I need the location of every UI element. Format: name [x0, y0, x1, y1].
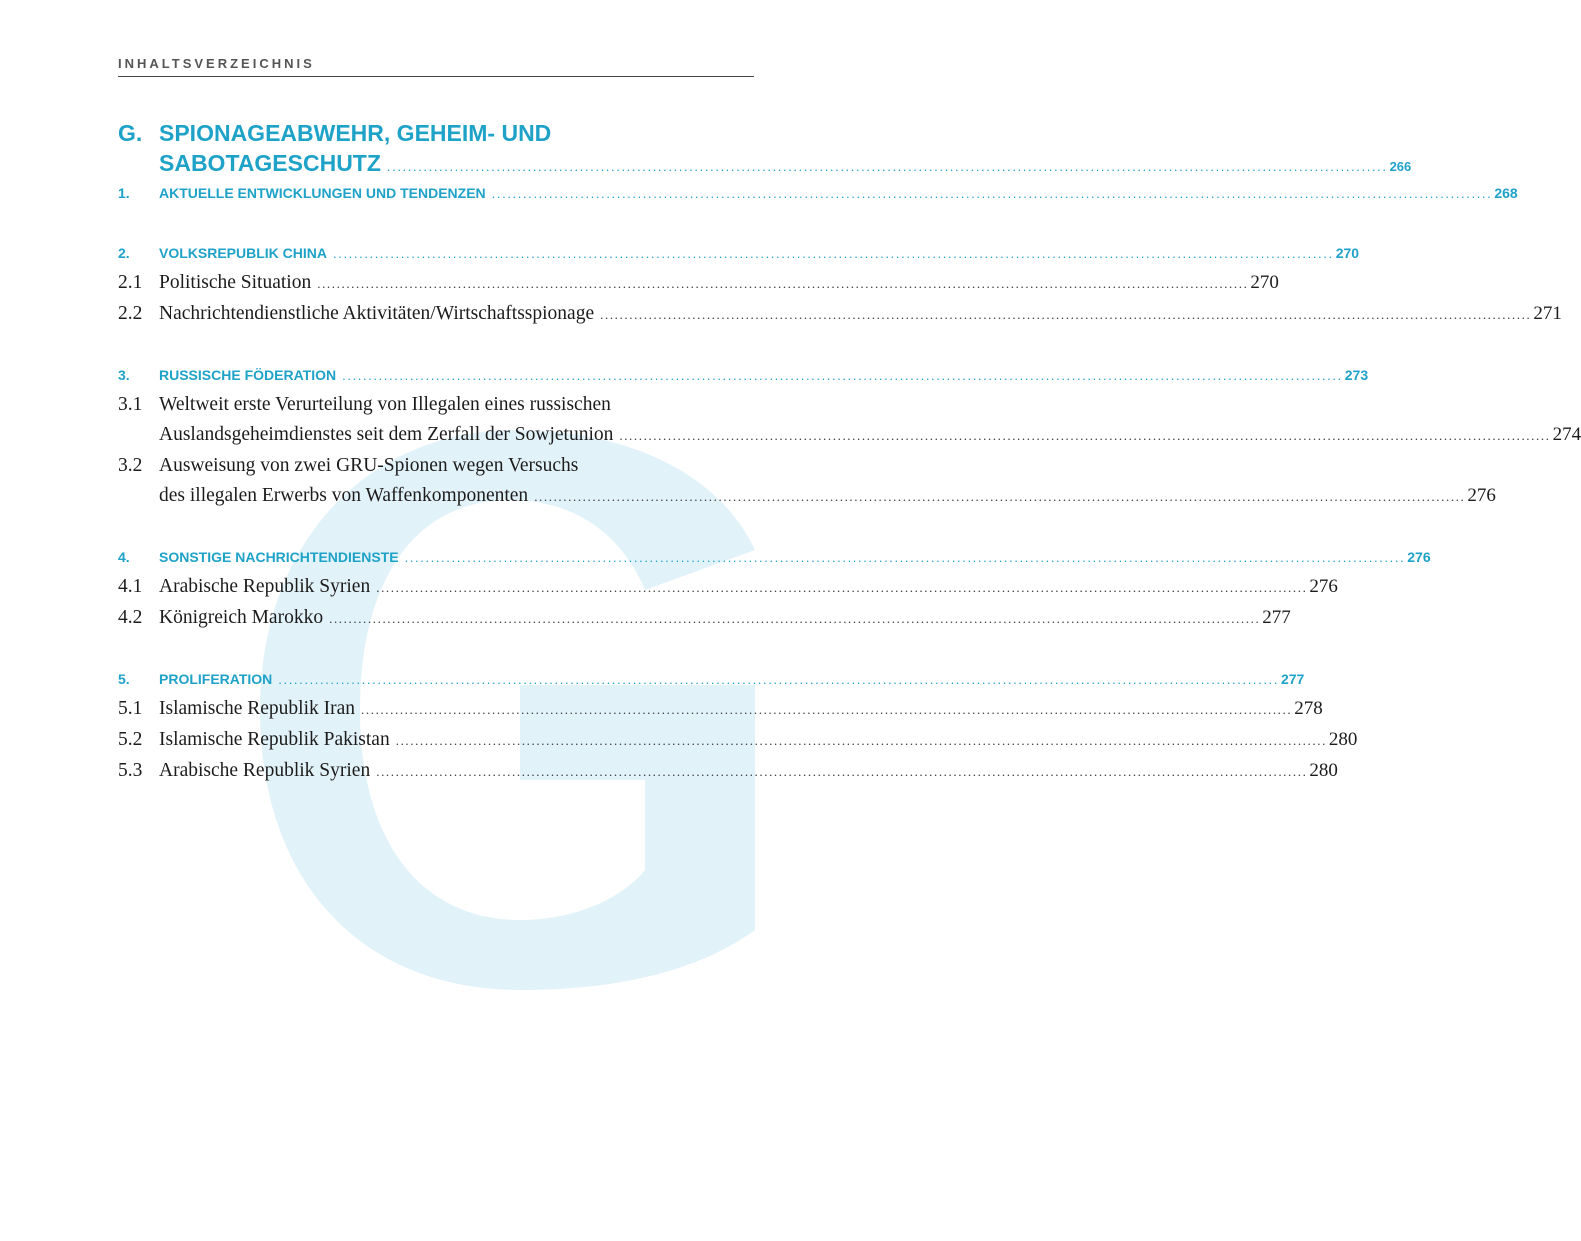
subsection-number: 4.1: [118, 576, 143, 597]
toc-subsection[interactable]: [118, 603, 1291, 634]
subsection-title: Arabische Republik Syrien: [159, 576, 371, 597]
header-rule: [118, 76, 754, 77]
subsection-page: 280: [1328, 729, 1358, 750]
subsection-title: des illegalen Erwerbs von Waffenkomponenten: [159, 485, 529, 506]
toc-subsection[interactable]: [118, 268, 1279, 299]
subsection-title: Königreich Marokko: [159, 607, 324, 628]
toc-section[interactable]: [118, 360, 1369, 390]
leader-dots: [405, 550, 1406, 565]
toc-subsection[interactable]: [118, 299, 1562, 330]
subsection-title: Arabische Republik Syrien: [159, 760, 371, 781]
toc-section[interactable]: [118, 542, 1431, 572]
leader-dots: [342, 368, 1343, 383]
section-page: 273: [1344, 367, 1369, 383]
toc-subsection[interactable]: [118, 451, 1496, 512]
section-number: 2.: [118, 245, 130, 261]
chapter-number: G.: [118, 120, 143, 146]
subsection-title-line1: Weltweit erste Verurteilung von Illegalen eines russischen: [159, 394, 611, 415]
leader-dots: [492, 186, 1493, 201]
subsection-page: 276: [1309, 576, 1338, 597]
subsection-number: 3.2: [118, 455, 143, 476]
subsection-title: Politische Situation: [159, 272, 312, 293]
toc-subsection[interactable]: [118, 756, 1338, 787]
section-page: 277: [1280, 671, 1305, 687]
leader-dots: [396, 726, 1327, 756]
subsection-title: Nachrichtendienstliche Aktivitäten/Wirtschaftsspionage: [159, 303, 595, 324]
subsection-page: 278: [1294, 698, 1323, 719]
chapter-title-line1: SPIONAGEABWEHR, GEHEIM- UND: [159, 120, 552, 146]
subsection-number: 5.3: [118, 760, 143, 781]
subsection-page: 271: [1533, 303, 1562, 324]
leader-dots: [333, 246, 1334, 261]
subsection-number: 5.2: [118, 729, 143, 750]
chapter-title-line2: SABOTAGESCHUTZ: [159, 150, 381, 176]
subsection-page: 276: [1467, 485, 1496, 506]
chapter-page: 266: [1389, 159, 1412, 174]
leader-dots: [376, 757, 1307, 787]
subsection-page: 280: [1309, 760, 1338, 781]
toc-subsection[interactable]: [118, 390, 1581, 451]
leader-dots: [619, 421, 1550, 451]
toc-section[interactable]: [118, 178, 1518, 208]
subsection-title: Auslandsgeheimdienstes seit dem Zerfall der Sowjetunion: [159, 424, 614, 445]
section-title: VOLKSREPUBLIK CHINA: [159, 245, 328, 261]
leader-dots: [278, 672, 1279, 687]
subsection-page: 277: [1262, 607, 1291, 628]
subsection-page: 274: [1552, 424, 1581, 445]
section-page: 270: [1335, 245, 1360, 261]
toc-section[interactable]: [118, 238, 1360, 268]
leader-dots: [600, 300, 1531, 330]
section-number: 3.: [118, 367, 130, 383]
section-title: RUSSISCHE FÖDERATION: [159, 367, 337, 383]
chapter-heading[interactable]: [118, 118, 1412, 178]
toc-subsection[interactable]: [118, 694, 1323, 725]
section-title: SONSTIGE NACHRICHTENDIENSTE: [159, 549, 399, 565]
leader-dots: [317, 269, 1248, 299]
table-of-contents: [118, 118, 1581, 787]
section-number: 1.: [118, 185, 130, 201]
leader-dots: [329, 604, 1260, 634]
subsection-number: 2.2: [118, 303, 143, 324]
section-page: 268: [1494, 185, 1518, 201]
section-title: PROLIFERATION: [159, 671, 273, 687]
toc-section[interactable]: [118, 664, 1305, 694]
section-title: AKTUELLE ENTWICKLUNGEN UND TENDENZEN: [159, 185, 486, 201]
section-number: 4.: [118, 549, 130, 565]
leader-dots: [387, 159, 1388, 174]
toc-subsection[interactable]: [118, 725, 1358, 756]
subsection-title-line1: Ausweisung von zwei GRU-Spionen wegen Versuchs: [159, 455, 579, 476]
leader-dots: [361, 695, 1292, 725]
running-head: INHALTSVERZEICHNIS: [118, 56, 315, 71]
subsection-title: Islamische Republik Pakistan: [159, 729, 390, 750]
subsection-title: Islamische Republik Iran: [159, 698, 356, 719]
subsection-number: 3.1: [118, 394, 143, 415]
subsection-number: 4.2: [118, 607, 143, 628]
subsection-number: 5.1: [118, 698, 143, 719]
subsection-page: 270: [1250, 272, 1279, 293]
leader-dots: [534, 482, 1465, 512]
subsection-number: 2.1: [118, 272, 143, 293]
toc-subsection[interactable]: [118, 572, 1338, 603]
section-number: 5.: [118, 671, 130, 687]
leader-dots: [376, 573, 1307, 603]
section-page: 276: [1407, 549, 1431, 565]
